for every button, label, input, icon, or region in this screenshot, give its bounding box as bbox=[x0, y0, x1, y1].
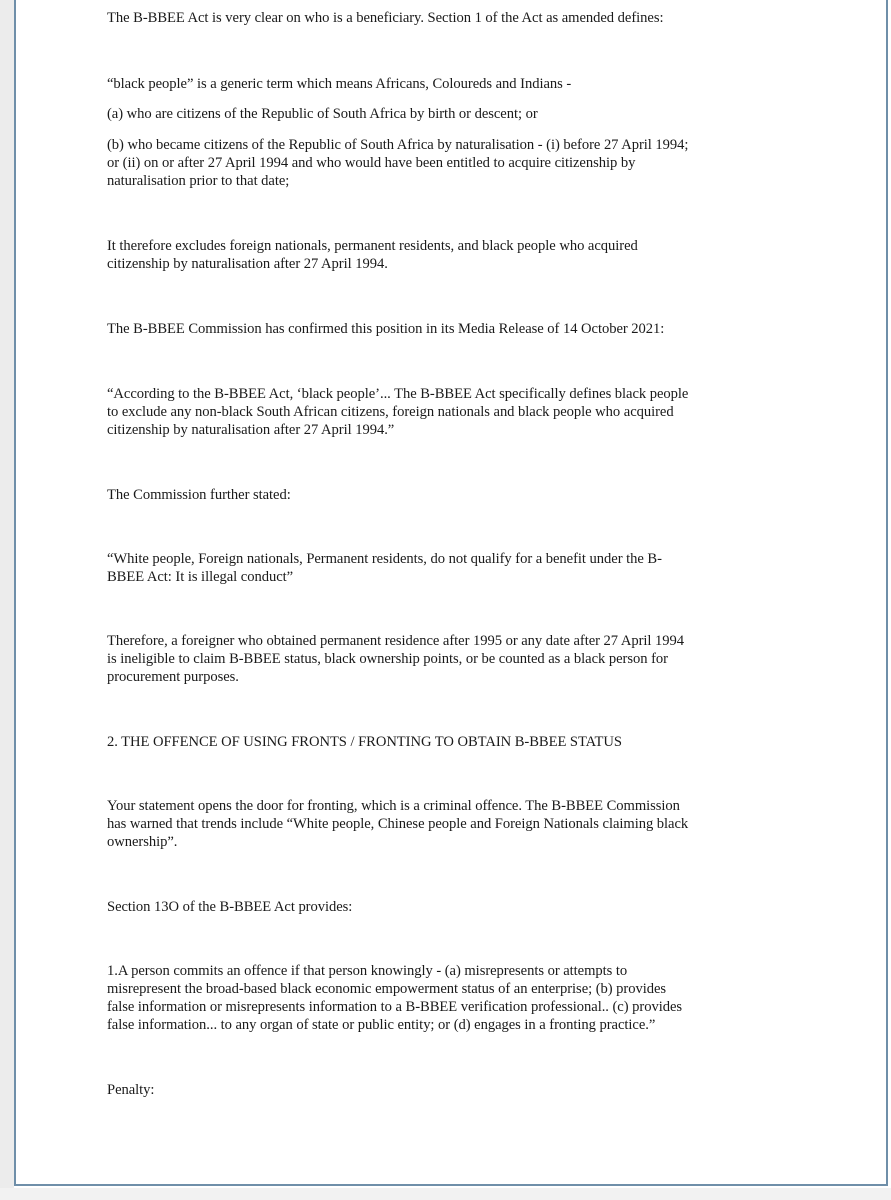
paragraph-definition-b-line: (b) who became citizens of the Republic of South Africa by naturalisation - (i) before 27 April 1994; bbox=[107, 137, 689, 153]
paragraph-commission-quote-2-line: BBEE Act: It is illegal conduct” bbox=[107, 569, 294, 585]
left-gutter bbox=[0, 0, 14, 1200]
paragraph-penalty-line: Penalty: bbox=[107, 1082, 155, 1098]
paragraph-ineligibility-line: is ineligible to claim B-BBEE status, black ownership points, or be counted as a black person for bbox=[107, 651, 668, 667]
paragraph-offence-line: false information or misrepresents information to a B-BBEE verification professional.. (c) provides bbox=[107, 999, 682, 1015]
section-heading: 2. THE OFFENCE OF USING FRONTS / FRONTING TO OBTAIN B-BBEE STATUS bbox=[107, 734, 622, 750]
paragraph-commission-quote-line: to exclude any non-black South African citizens, foreign nationals and black people who acquired bbox=[107, 404, 674, 420]
paragraph-ineligibility-line: procurement purposes. bbox=[107, 669, 239, 685]
paragraph-fronting-warning-line: has warned that trends include “White people, Chinese people and Foreign Nationals claiming black bbox=[107, 816, 689, 832]
paragraph-exclusion-line: citizenship by naturalisation after 27 April 1994. bbox=[107, 256, 388, 272]
paragraph-ineligibility-line: Therefore, a foreigner who obtained permanent residence after 1995 or any date after 27 April 1994 bbox=[107, 633, 684, 649]
paragraph-definition-b-line: or (ii) on or after 27 April 1994 and who would have been entitled to acquire citizenship by bbox=[107, 155, 636, 171]
paragraph-commission-quote-line: citizenship by naturalisation after 27 April 1994.” bbox=[107, 422, 395, 438]
paragraph-offence-line: 1.A person commits an offence if that person knowingly - (a) misrepresents or attempts to bbox=[107, 963, 628, 979]
paragraph-commission-quote-line: “According to the B-BBEE Act, ‘black people’... The B-BBEE Act specifically defines black people bbox=[107, 386, 689, 402]
paragraph-exclusion-line: It therefore excludes foreign nationals, permanent residents, and black people who acquired bbox=[107, 238, 638, 254]
paragraph-commission-further-line: The Commission further stated: bbox=[107, 487, 291, 503]
paragraph-commission-quote-2-line: “White people, Foreign nationals, Permanent residents, do not qualify for a benefit under the B- bbox=[107, 551, 662, 567]
paragraph-fronting-warning-line: Your statement opens the door for fronting, which is a criminal offence. The B-BBEE Commission bbox=[107, 798, 680, 814]
paragraph-offence-line: false information... to any organ of state or public entity; or (d) engages in a fronting practice.” bbox=[107, 1017, 656, 1033]
paragraph-fronting-warning-line: ownership”. bbox=[107, 834, 178, 850]
paragraph-offence-line: misrepresent the broad-based black economic empowerment status of an enterprise; (b) provides bbox=[107, 981, 667, 997]
paragraph-commission-confirmed-line: The B-BBEE Commission has confirmed this position in its Media Release of 14 October 2021: bbox=[107, 321, 665, 337]
paragraph-intro-line: The B-BBEE Act is very clear on who is a beneficiary. Section 1 of the Act as amended defines: bbox=[107, 10, 664, 26]
paragraph-section-13o-line: Section 13O of the B-BBEE Act provides: bbox=[107, 899, 353, 915]
paragraph-definition-line: “black people” is a generic term which means Africans, Coloureds and Indians - bbox=[107, 76, 572, 92]
paragraph-definition-a-line: (a) who are citizens of the Republic of South Africa by birth or descent; or bbox=[107, 106, 538, 122]
bottom-strip bbox=[0, 1188, 891, 1200]
paragraph-definition-b-line: naturalisation prior to that date; bbox=[107, 173, 290, 189]
